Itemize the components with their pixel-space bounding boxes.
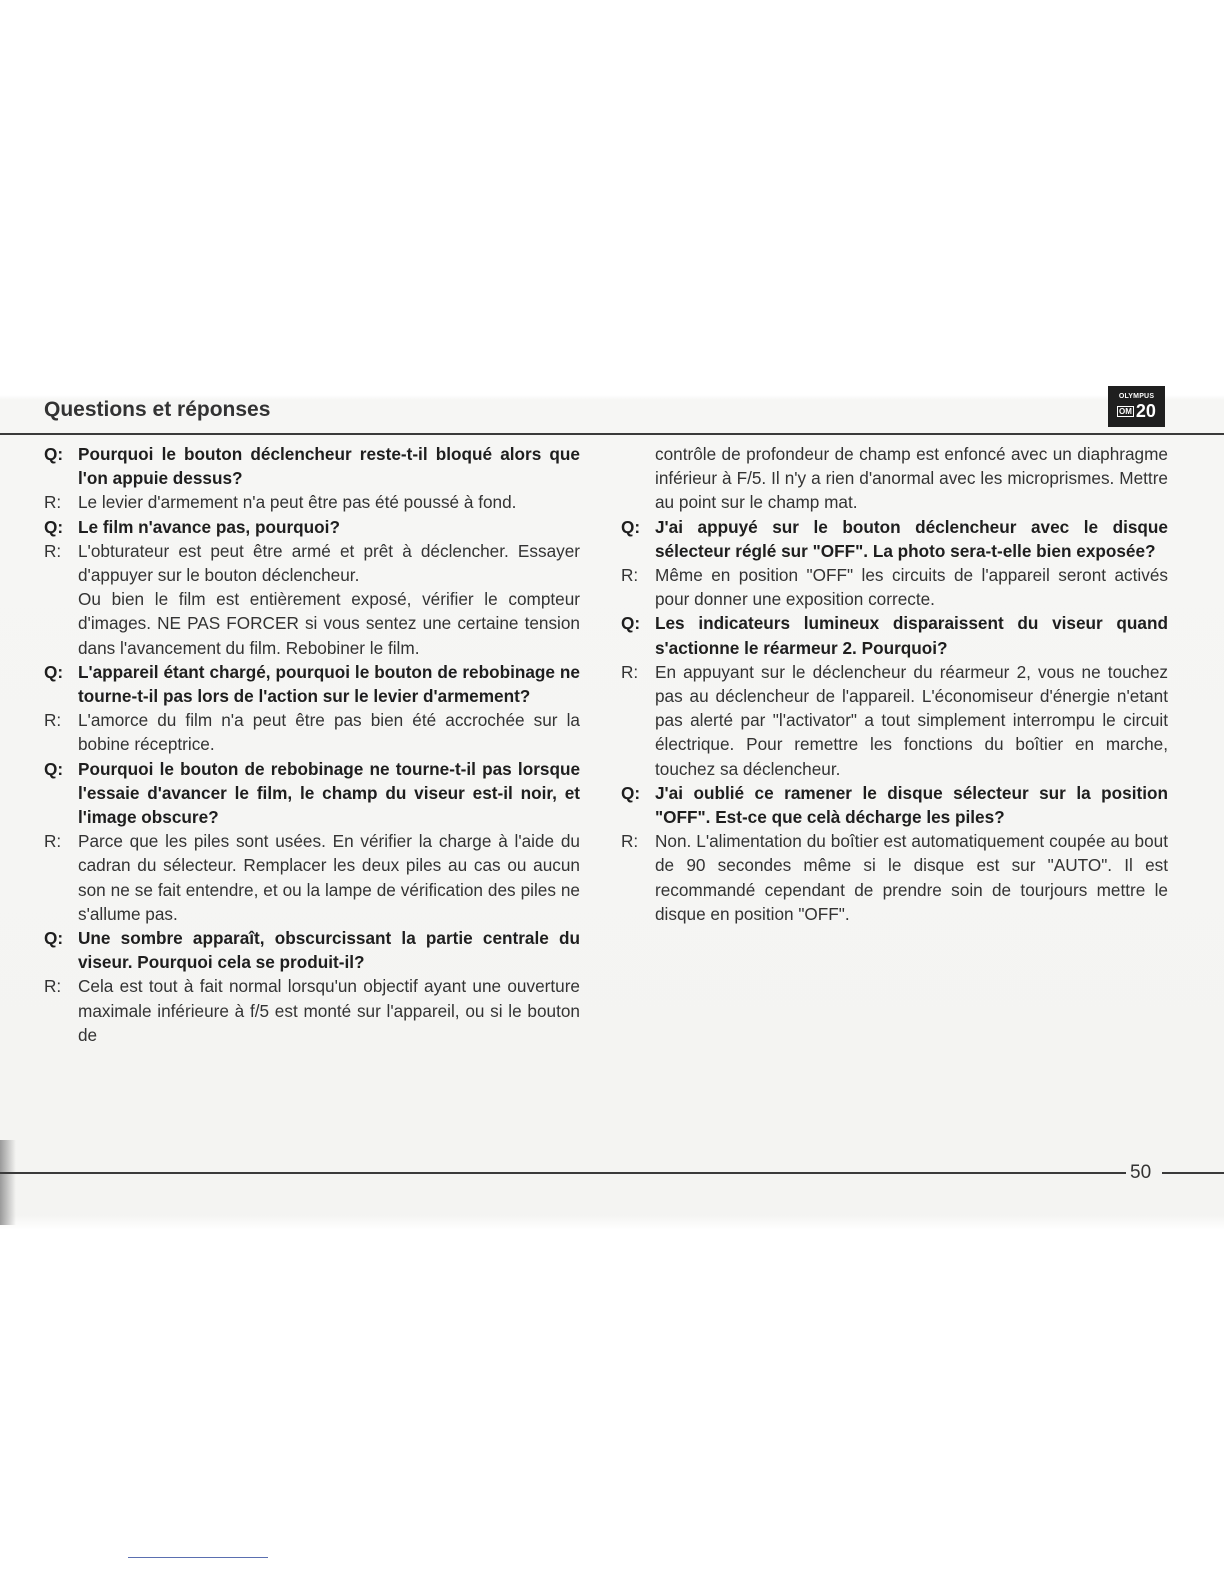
- question-text: Les indicateurs lumineux disparaissent du viseur quand s'actionne le réarmeur 2. Pourquoi?: [655, 613, 1168, 658]
- answer-label: R:: [44, 710, 62, 731]
- question-text: Une sombre apparaît, obscurcissant la partie centrale du viseur. Pourquoi cela se produit-il?: [78, 928, 580, 973]
- question-label: Q:: [44, 758, 64, 779]
- scan-edge-shadow: [0, 1140, 16, 1225]
- question-2: [44, 515, 580, 539]
- question-label: Q:: [44, 516, 64, 537]
- question-5: [44, 926, 580, 974]
- question-text: Le film n'avance pas, pourquoi?: [78, 516, 340, 537]
- olympus-om20-logo: [1108, 386, 1165, 427]
- question-label: Q:: [44, 444, 64, 464]
- answer-label: R:: [44, 540, 62, 561]
- logo-model: [1108, 402, 1165, 421]
- answer-label: R:: [44, 492, 62, 513]
- answer-text: Même en position "OFF" les circuits de l'appareil seront activés pour donner une exposition correcte.: [655, 565, 1168, 610]
- question-text: J'ai appuyé sur le bouton déclencheur avec le disque sélecteur réglé sur "OFF". La photo sera-t-elle bien exposée?: [655, 516, 1168, 561]
- answer-5: [44, 974, 580, 1047]
- left-column: [44, 442, 580, 1047]
- answer-1: [44, 490, 580, 514]
- answer-6: [621, 563, 1168, 611]
- answer-label: R:: [44, 831, 62, 852]
- page-title: Questions et réponses: [44, 398, 271, 421]
- header-divider: [0, 433, 1224, 435]
- answer-2: [44, 539, 580, 587]
- question-text: Pourquoi le bouton déclencheur reste-t-il bloqué alors que l'on appuie dessus?: [78, 444, 580, 489]
- question-3: [44, 660, 580, 708]
- question-text: L'appareil étant chargé, pourquoi le bouton de rebobinage ne tourne-t-il pas lors de l'action sur le levier d'armement?: [78, 661, 580, 707]
- answer-text: L'obturateur est peut être armé et prêt à déclencher. Essayer d'appuyer sur le bouton déclencheur.: [78, 540, 580, 586]
- answer-text: Cela est tout à fait normal lorsqu'un objectif ayant une ouverture maximale inférieure à f/5 est monté sur l'appareil, ou si le bouton de: [78, 976, 580, 1045]
- question-label: Q:: [621, 516, 641, 537]
- question-label: Q:: [44, 928, 64, 949]
- answer-5-continued: contrôle de profondeur de champ est enfoncé avec un diaphragme inférieur à F/5. Il n'y a rien d'anormal avec les microprismes. Mettre au point sur le champ mat.: [655, 444, 1168, 513]
- question-1: [44, 442, 580, 490]
- answer-3: [44, 708, 580, 756]
- answer-label: R:: [44, 976, 62, 997]
- page-number: 50: [1130, 1162, 1152, 1183]
- question-label: Q:: [621, 782, 641, 803]
- footer-divider-left: [0, 1172, 1126, 1174]
- answer-8: [621, 829, 1168, 926]
- answer-text: Non. L'alimentation du boîtier est automatiquement coupée au bout de 90 secondes même si le disque est sur "AUTO". Il est recommandé cependant de prendre soin de tourjours mettre le disque en position "OFF".: [655, 831, 1168, 924]
- answer-label: R:: [621, 565, 639, 586]
- answer-text: L'amorce du film n'a peut être pas bien été accrochée sur la bobine réceptrice.: [78, 710, 580, 755]
- answer-text: Parce que les piles sont usées. En vérifier la charge à l'aide du cadran du sélecteur. Remplacer les deux piles au cas ou aucun son ne se fait entendre, et ou la lampe de vérification des piles ne s'allume pas.: [78, 831, 580, 924]
- question-label: Q:: [621, 613, 641, 634]
- answer-label: R:: [621, 661, 639, 682]
- question-7: [621, 611, 1168, 659]
- question-4: [44, 757, 580, 830]
- answer-4: [44, 829, 580, 926]
- answer-2-continued: Ou bien le film est entièrement exposé, vérifier le compteur d'images. NE PAS FORCER si vous sentez une certaine tension dans l'avancement du film. Rebobiner le film.: [78, 589, 580, 658]
- bottom-underline-decoration: [128, 1557, 268, 1558]
- logo-model-number: 20: [1135, 401, 1156, 421]
- answer-label: R:: [621, 831, 639, 852]
- right-column: [621, 442, 1168, 926]
- question-6: [621, 515, 1168, 563]
- footer-divider-right: [1162, 1172, 1224, 1174]
- answer-7: [621, 660, 1168, 781]
- question-text: Pourquoi le bouton de rebobinage ne tourne-t-il pas lorsque l'essaie d'avancer le film, le champ du viseur est-il noir, et l'image obscure?: [78, 758, 580, 828]
- logo-prefix: OM: [1119, 407, 1132, 417]
- question-label: Q:: [44, 661, 64, 682]
- logo-brand: OLYMPUS: [1118, 393, 1155, 400]
- question-text: J'ai oublié ce ramener le disque sélecteur sur la position "OFF". Est-ce que celà décharge les piles?: [655, 782, 1168, 828]
- question-8: [621, 781, 1168, 829]
- answer-text: En appuyant sur le déclencheur du réarmeur 2, vous ne touchez pas au déclencheur de l'appareil. L'économiseur d'énergie n'etant pas alerté par "l'activator" a tout simplement interrompu le circuit électrique. Pour remettre les fonctions du boîtier en marche, touchez sa déclencheur.: [655, 661, 1168, 779]
- answer-text: Le levier d'armement n'a peut être pas été poussé à fond.: [78, 492, 517, 513]
